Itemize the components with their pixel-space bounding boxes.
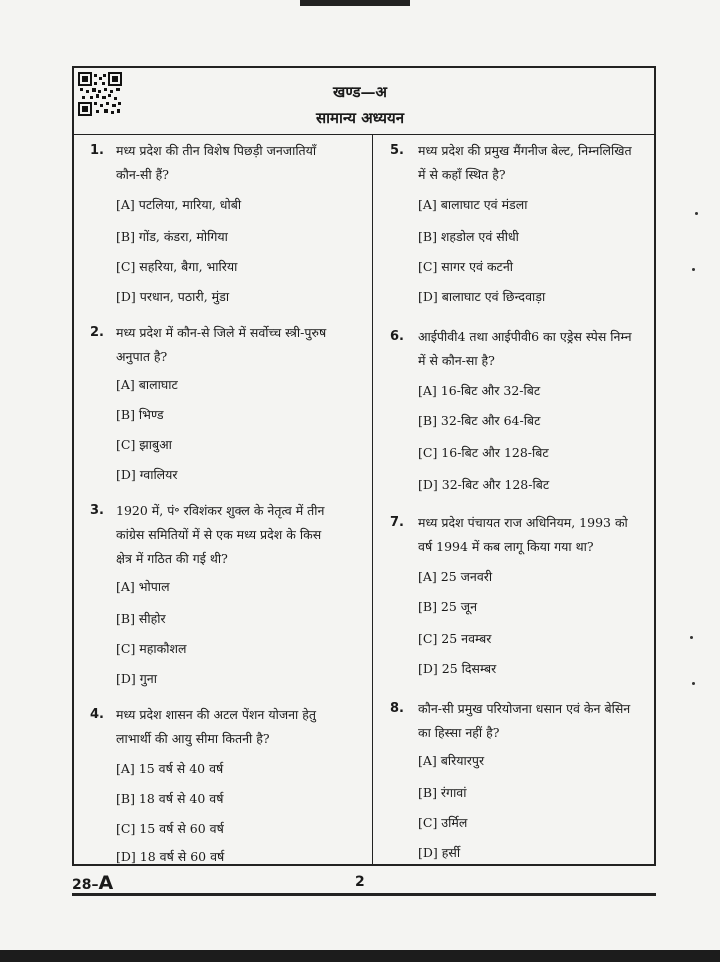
question-text-line: मध्य प्रदेश शासन की अटल पेंशन योजना हेतु	[116, 707, 317, 722]
section-heading: खण्ड—अ	[333, 83, 387, 101]
booklet-code-letter: A	[98, 872, 114, 894]
option-b: [B] भिण्ड	[116, 407, 164, 422]
option-b: [B] रंगावां	[418, 785, 467, 800]
question-text-line: में से कौन-सा है?	[418, 353, 495, 368]
option-d: [D] ग्वालियर	[116, 467, 178, 482]
question-text-line: लाभार्थी की आयु सीमा कितनी है?	[116, 731, 270, 746]
scan-speck	[690, 636, 693, 639]
booklet-code	[72, 872, 113, 894]
footer-rule	[72, 893, 656, 896]
option-d: [D] हर्सी	[418, 845, 461, 860]
option-c: [C] 16-बिट और 128-बिट	[418, 445, 549, 460]
option-d: [D] 32-बिट और 128-बिट	[418, 477, 550, 492]
option-d: [D] 25 दिसम्बर	[418, 661, 497, 676]
question-text-line: में से कहाँ स्थित है?	[418, 167, 506, 182]
question-text-line: मध्य प्रदेश की प्रमुख मैंगनीज बेल्ट, निम्नलिखित	[418, 143, 632, 158]
option-c: [C] 25 नवम्बर	[418, 631, 492, 646]
question-number: 7.	[390, 515, 404, 530]
question-text-line: मध्य प्रदेश पंचायत राज अधिनियम, 1993 को	[418, 515, 628, 530]
option-a: [A] पटलिया, मारिया, धोबी	[116, 197, 242, 212]
option-a: [A] 16-बिट और 32-बिट	[418, 383, 541, 398]
question-number: 1.	[90, 143, 104, 158]
option-b: [B] गोंड, कंडरा, मोगिया	[116, 229, 228, 244]
option-c: [C] 15 वर्ष से 60 वर्ष	[116, 821, 224, 836]
scan-speck	[692, 682, 695, 685]
option-b: [B] 25 जून	[418, 599, 478, 614]
column-divider	[372, 134, 373, 866]
option-c: [C] महाकौशल	[116, 641, 187, 656]
question-text-line: अनुपात है?	[116, 349, 168, 364]
question-number: 3.	[90, 503, 104, 518]
option-b: [B] शहडोल एवं सीधी	[418, 229, 519, 244]
question-number: 8.	[390, 701, 404, 716]
question-text-line: कांग्रेस समितियों में से एक मध्य प्रदेश के किस	[116, 527, 322, 542]
question-number: 5.	[390, 143, 404, 158]
option-c: [C] उर्मिल	[418, 815, 468, 830]
question-text-line: मध्य प्रदेश की तीन विशेष पिछड़ी जनजातियाँ	[116, 143, 317, 158]
question-text-line: कौन-सी प्रमुख परियोजना धसान एवं केन बेसिन	[418, 701, 631, 716]
subject-heading: सामान्य अध्ययन	[315, 109, 405, 127]
option-b: [B] 32-बिट और 64-बिट	[418, 413, 541, 428]
booklet-code-prefix: 28–	[72, 877, 99, 893]
option-d: [D] 18 वर्ष से 60 वर्ष	[116, 849, 225, 864]
question-text-line: वर्ष 1994 में कब लागू किया गया था?	[418, 539, 594, 554]
question-number: 4.	[90, 707, 104, 722]
option-a: [A] बालाघाट एवं मंडला	[418, 197, 528, 212]
scan-bottom-edge	[0, 950, 720, 962]
heading-divider	[72, 134, 656, 135]
option-b: [B] सीहोर	[116, 611, 166, 626]
scan-speck	[695, 212, 698, 215]
question-text-line: का हिस्सा नहीं है?	[418, 725, 500, 740]
option-d: [D] बालाघाट एवं छिन्दवाड़ा	[418, 289, 546, 304]
question-text-line: 1920 में, पं॰ रविशंकर शुक्ल के नेतृत्व में तीन	[116, 503, 325, 518]
question-text-line: आईपीवी4 तथा आईपीवी6 का एड्रेस स्पेस निम्न	[418, 329, 632, 344]
option-c: [C] सहरिया, बैगा, भारिया	[116, 259, 238, 274]
question-text-line: कौन-सी हैं?	[116, 167, 169, 182]
scan-speck	[692, 268, 695, 271]
option-d: [D] परधान, पठारी, मुंडा	[116, 289, 230, 304]
option-d: [D] गुना	[116, 671, 157, 686]
option-a: [A] भोपाल	[116, 579, 170, 594]
question-text-line: मध्य प्रदेश में कौन-से जिले में सर्वोच्च स्त्री-पुरुष	[116, 325, 327, 340]
option-a: [A] 15 वर्ष से 40 वर्ष	[116, 761, 224, 776]
option-c: [C] झाबुआ	[116, 437, 172, 452]
page-number: 2	[355, 874, 365, 890]
top-edge-mark	[300, 0, 410, 6]
option-a: [A] बरियारपुर	[418, 753, 485, 768]
question-number: 6.	[390, 329, 404, 344]
option-a: [A] 25 जनवरी	[418, 569, 493, 584]
option-b: [B] 18 वर्ष से 40 वर्ष	[116, 791, 224, 806]
option-c: [C] सागर एवं कटनी	[418, 259, 514, 274]
question-text-line: क्षेत्र में गठित की गई थी?	[116, 551, 228, 566]
question-number: 2.	[90, 325, 104, 340]
option-a: [A] बालाघाट	[116, 377, 178, 392]
